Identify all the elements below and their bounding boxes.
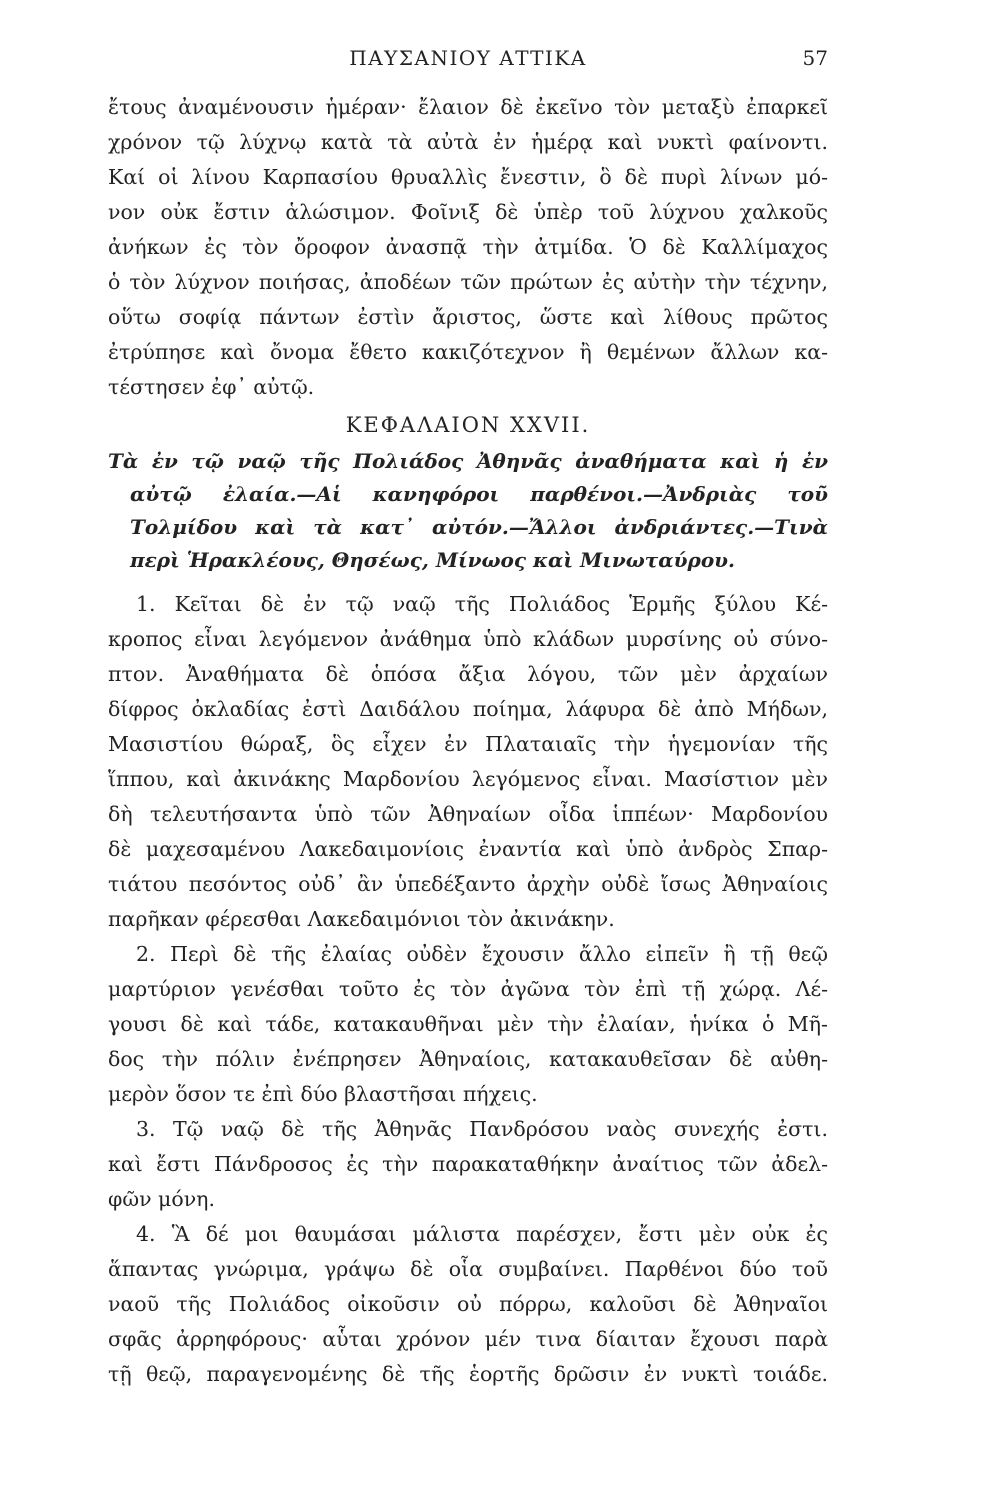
text-line: ὁ τὸν λύχνον ποιήσας, ἀποδέων τῶν πρώτων ἐς αὐτὴν τὴν τέχνην, bbox=[108, 270, 828, 294]
text-line: χρόνον τῷ λύχνῳ κατὰ τὰ αὐτὰ ἐν ἡμέρᾳ καὶ νυκτὶ φαίνοντι. bbox=[108, 130, 828, 154]
text-line: τιάτου πεσόντος οὐδ᾽ ἂν ὑπεδέξαντο ἀρχὴν οὐδὲ ἴσως Ἀθηναίοις bbox=[108, 872, 828, 896]
chapter-summary bbox=[108, 445, 828, 577]
text-line: Μασιστίου θώραξ, ὃς εἶχεν ἐν Πλαταιαῖς τὴν ἡγεμονίαν τῆς bbox=[108, 732, 828, 756]
text-line: Καί οἱ λίνου Καρπασίου θρυαλλὶς ἔνεστιν, ὃ δὲ πυρὶ λίνων μό- bbox=[108, 165, 828, 189]
text-line: παρῆκαν φέρεσθαι Λακεδαιμόνιοι τὸν ἀκινάκην. bbox=[108, 907, 615, 931]
running-head bbox=[108, 46, 828, 76]
text-line: σφᾶς ἀρρηφόρους· αὗται χρόνον μέν τινα δίαιταν ἔχουσι παρὰ bbox=[108, 1327, 828, 1351]
text-line: τέστησεν ἐφ᾽ αὐτῷ. bbox=[108, 375, 315, 399]
text-line: δίφρος ὀκλαδίας ἐστὶ Δαιδάλου ποίημα, λάφυρα δὲ ἀπὸ Μήδων, bbox=[108, 697, 828, 721]
text-line: νον οὐκ ἔστιν ἁλώσιμον. Φοῖνιξ δὲ ὑπὲρ τοῦ λύχνου χαλκοῦς bbox=[108, 200, 828, 224]
text-line: δος τὴν πόλιν ἐνέπρησεν Ἀθηναίοις, κατακαυθεῖσαν δὲ αὐθη- bbox=[108, 1047, 828, 1071]
text-line: μαρτύριον γενέσθαι τοῦτο ἐς τὸν ἀγῶνα τὸν ἐπὶ τῇ χώρᾳ. Λέ- bbox=[108, 977, 828, 1001]
text-line: ναοῦ τῆς Πολιάδος οἰκοῦσιν οὐ πόρρω, καλοῦσι δὲ Ἀθηναῖοι bbox=[108, 1292, 828, 1316]
paragraph-1-start: 1. Κεῖται δὲ ἐν τῷ ναῷ τῆς Πολιάδος Ἑρμῆς ξύλου Κέ- bbox=[136, 592, 828, 616]
text-line: καὶ ἔστι Πάνδροσος ἐς τὴν παρακαταθήκην ἀναίτιος τῶν ἀδελ- bbox=[108, 1152, 828, 1176]
text-line: δὲ μαχεσαμένου Λακεδαιμονίοις ἐναντία καὶ ὑπὸ ἀνδρὸς Σπαρ- bbox=[108, 837, 828, 861]
page-number: 57 bbox=[802, 46, 828, 70]
text-line: ἀνήκων ἐς τὸν ὄροφον ἀνασπᾷ τὴν ἀτμίδα. Ὁ δὲ Καλλίμαχος bbox=[108, 235, 828, 259]
text-line: ἵππου, καὶ ἀκινάκης Μαρδονίου λεγόμενος εἶναι. Μασίστιον μὲν bbox=[108, 767, 828, 791]
summary-line: Τολμίδου καὶ τὰ κατ᾽ αὐτόν.—Ἄλλοι ἀνδριάντες.—Τινὰ bbox=[130, 515, 828, 539]
text-line: μερὸν ὅσον τε ἐπὶ δύο βλαστῆσαι πήχεις. bbox=[108, 1082, 538, 1106]
text-line: ἅπαντας γνώριμα, γράψω δὲ οἷα συμβαίνει. Παρθένοι δύο τοῦ bbox=[108, 1257, 828, 1281]
text-line: κροπος εἶναι λεγόμενον ἀνάθημα ὑπὸ κλάδων μυρσίνης οὐ σύνο- bbox=[108, 627, 828, 651]
text-line: ἐτρύπησε καὶ ὄνομα ἔθετο κακιζότεχνον ἢ θεμένων ἄλλων κα- bbox=[108, 340, 828, 364]
running-title: ΠΑΥΣΑΝΙΟΥ ΑΤΤΙΚΑ bbox=[349, 46, 587, 70]
page-text bbox=[108, 90, 828, 1392]
text-line: γουσι δὲ καὶ τάδε, κατακαυθῆναι μὲν τὴν ἐλαίαν, ἡνίκα ὁ Μῆ- bbox=[108, 1012, 828, 1036]
text-line: δὴ τελευτήσαντα ὑπὸ τῶν Ἀθηναίων οἶδα ἱππέων· Μαρδονίου bbox=[108, 802, 828, 826]
summary-line: Τὰ ἐν τῷ ναῷ τῆς Πολιάδος Ἀθηνᾶς ἀναθήματα καὶ ἡ ἐν bbox=[108, 449, 828, 473]
paragraph-3-start: 3. Τῷ ναῷ δὲ τῆς Ἀθηνᾶς Πανδρόσου ναὸς συνεχής ἐστι. bbox=[136, 1117, 828, 1141]
paragraph-2-start: 2. Περὶ δὲ τῆς ἐλαίας οὐδὲν ἔχουσιν ἄλλο εἰπεῖν ἢ τῇ θεῷ bbox=[136, 942, 828, 966]
summary-line: περὶ Ἡρακλέους, Θησέως, Μίνωος καὶ Μινωταύρου. bbox=[130, 548, 735, 572]
text-line: οὕτω σοφίᾳ πάντων ἐστὶν ἄριστος, ὥστε καὶ λίθους πρῶτος bbox=[108, 305, 828, 329]
summary-line: αὐτῷ ἐλαία.—Αἱ κανηφόροι παρθένοι.—Ἀνδριὰς τοῦ bbox=[130, 482, 828, 506]
text-line: φῶν μόνη. bbox=[108, 1187, 215, 1211]
text-line: τῇ θεῷ, παραγενομένης δὲ τῆς ἑορτῆς δρῶσιν ἐν νυκτὶ τοιάδε. bbox=[108, 1362, 828, 1386]
text-line: ἔτους ἀναμένουσιν ἡμέραν· ἔλαιον δὲ ἐκεῖνο τὸν μεταξὺ ἐπαρκεῖ bbox=[108, 95, 828, 119]
chapter-heading: ΚΕΦΑΛΑΙΟΝ XXVII. bbox=[345, 413, 591, 437]
paragraph-4-start: 4. Ἃ δέ μοι θαυμάσαι μάλιστα παρέσχεν, ἔστι μὲν οὐκ ἐς bbox=[136, 1222, 828, 1246]
text-line: πτον. Ἀναθήματα δὲ ὁπόσα ἄξια λόγου, τῶν μὲν ἀρχαίων bbox=[108, 662, 828, 686]
